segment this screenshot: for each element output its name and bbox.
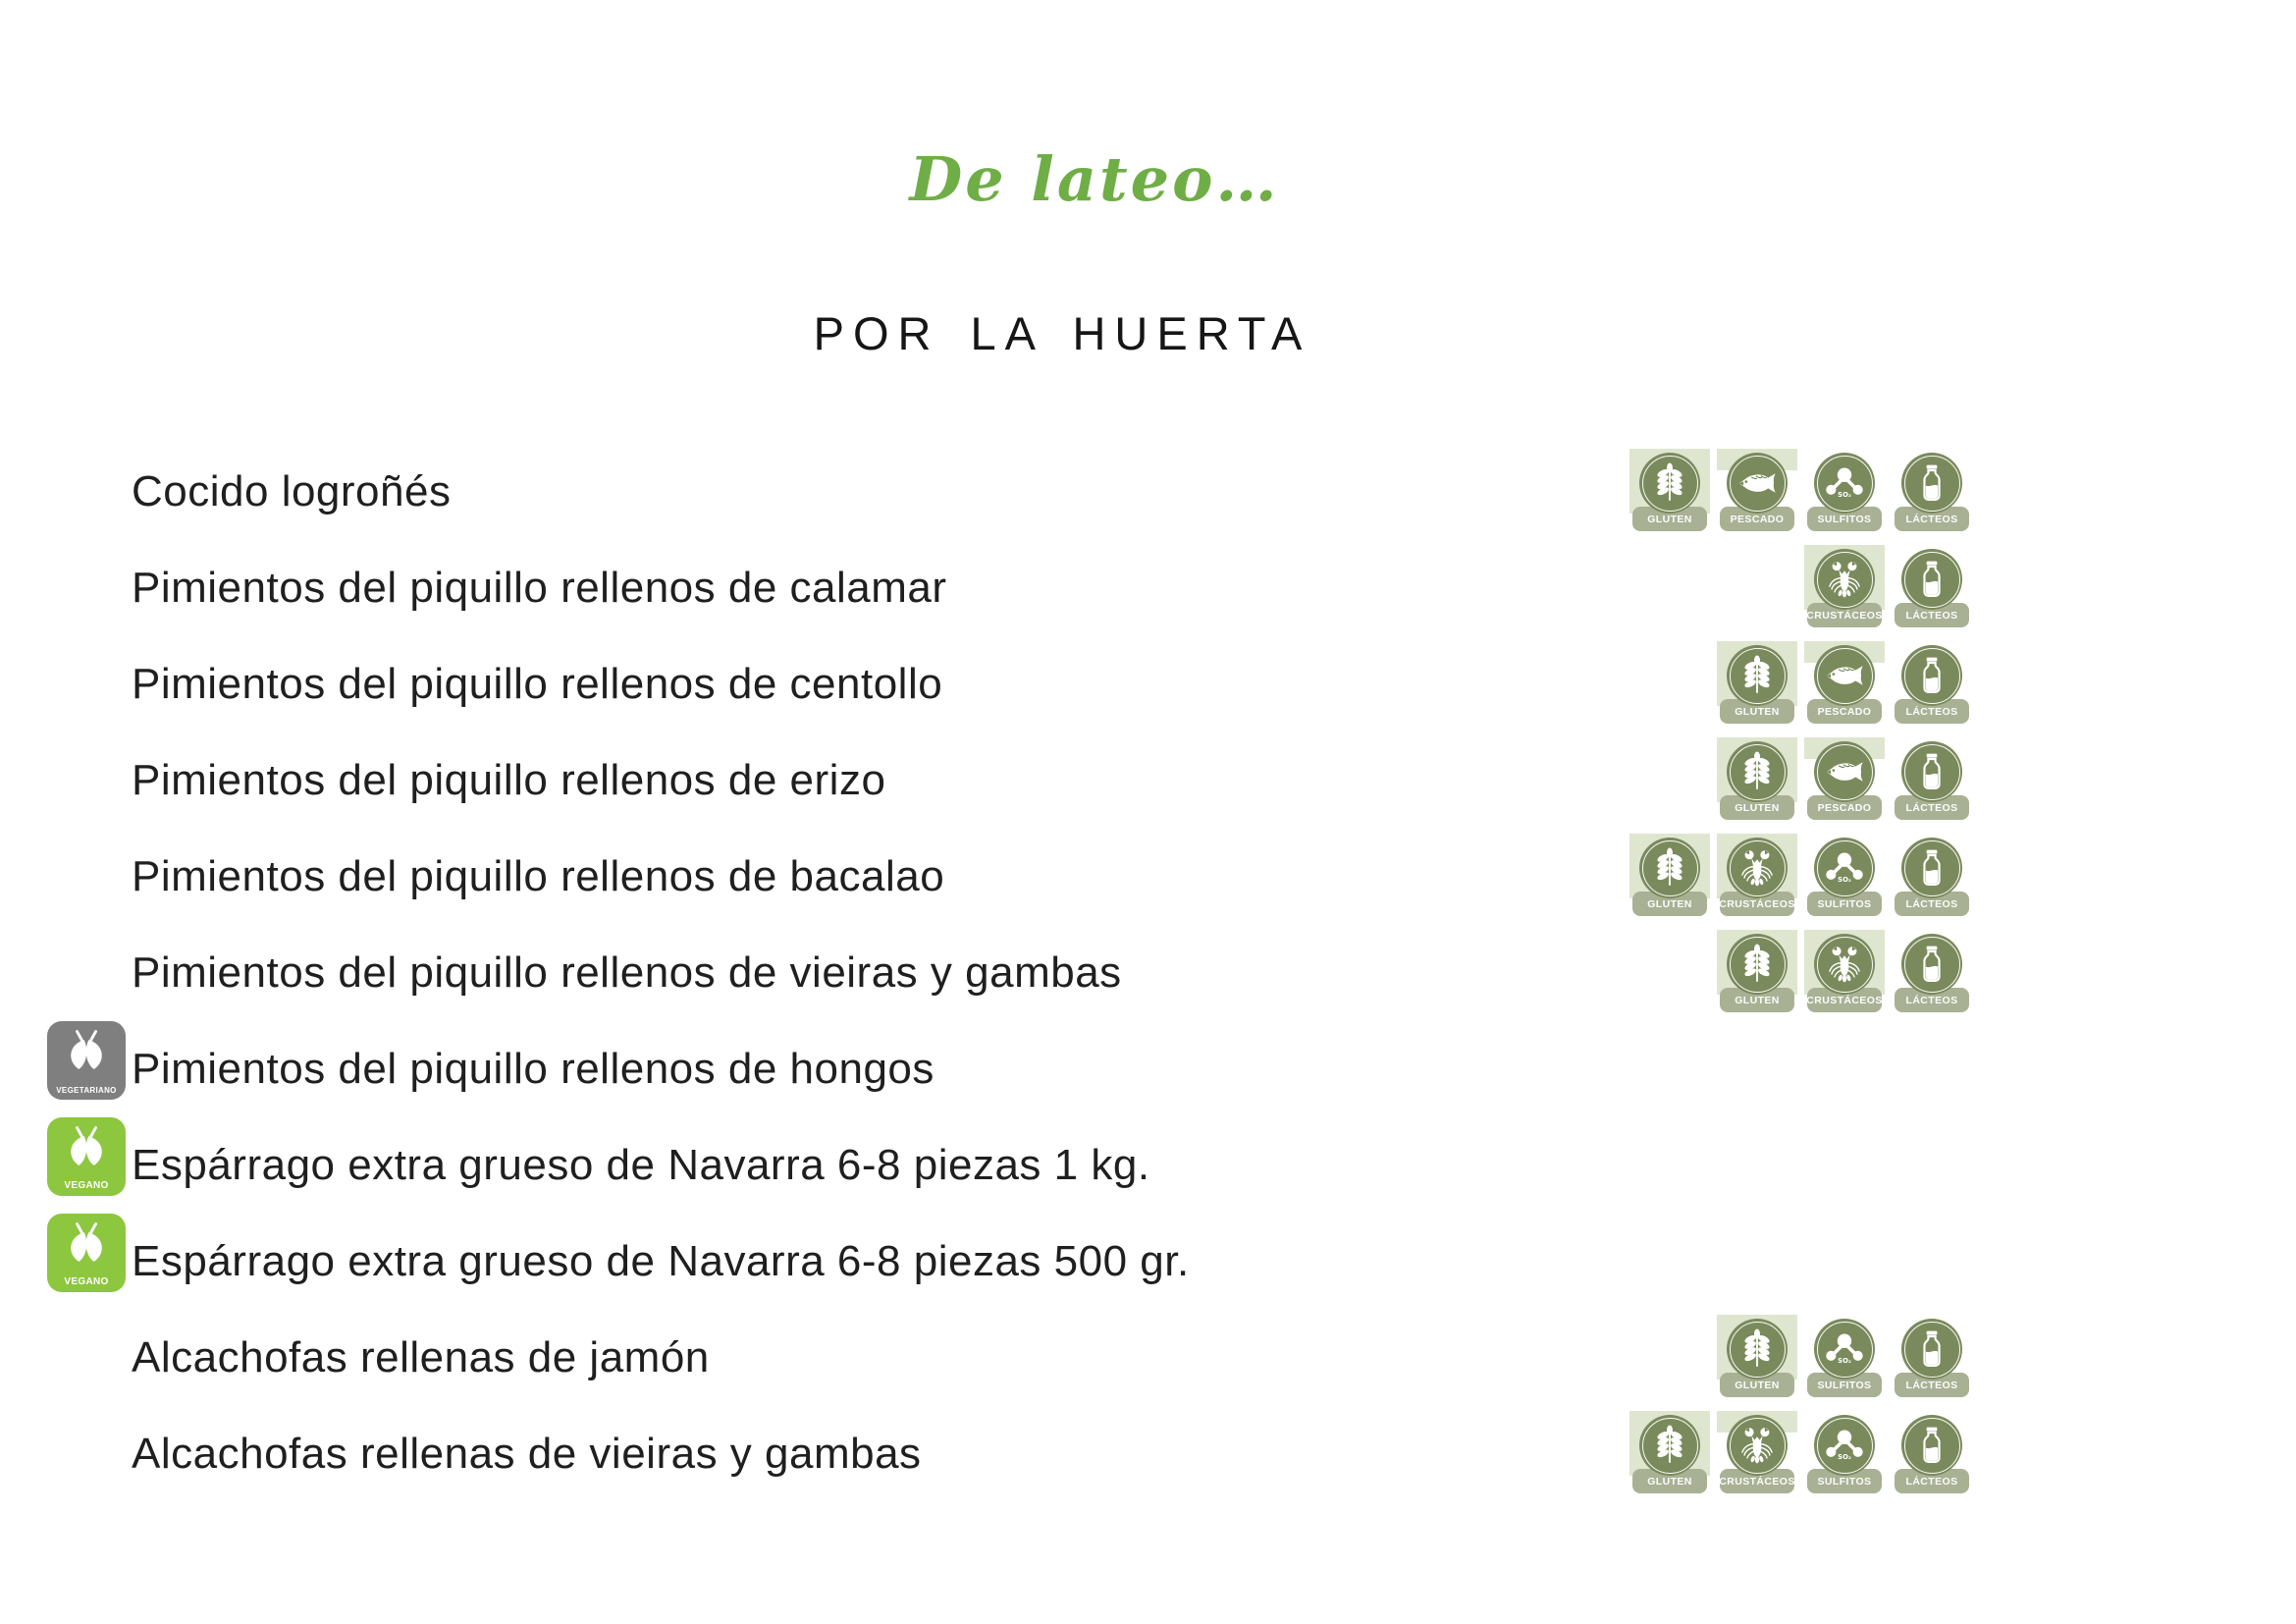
diet-badge-slot [47, 1231, 132, 1292]
menu-list [47, 444, 1969, 1502]
wheat-icon [1735, 1326, 1780, 1372]
menu-item-name: Pimientos del piquillo rellenos de centollo [132, 660, 943, 708]
allergen-sulfitos-icon [1807, 1319, 1882, 1397]
allergen-label: LÁCTEOS [1895, 892, 1969, 916]
wheat-icon [1647, 845, 1692, 891]
menu-item-name: Pimientos del piquillo rellenos de erizo [132, 756, 886, 804]
allergen-lacteos-icon [1895, 838, 1969, 916]
allergen-gluten-icon [1632, 838, 1707, 916]
allergen-circle [1901, 934, 1962, 995]
allergen-group [1720, 934, 1969, 1012]
vegano-badge [47, 1214, 126, 1292]
allergen-label: CRUSTÁCEOS [1720, 892, 1794, 916]
allergen-circle [1901, 838, 1962, 898]
menu-row [47, 1406, 1969, 1502]
allergen-label: GLUTEN [1632, 1469, 1707, 1493]
allergen-circle [1814, 549, 1875, 610]
sulfites-molecule-icon [1822, 1423, 1867, 1468]
allergen-circle [1727, 741, 1788, 802]
allergen-gluten-icon [1720, 1319, 1794, 1397]
allergen-circle [1727, 1415, 1788, 1476]
milk-bottle-icon [1909, 845, 1954, 891]
allergen-circle [1727, 1319, 1788, 1380]
allergen-crustaceos-icon [1720, 838, 1794, 916]
allergen-group [1720, 645, 1969, 724]
allergen-pescado-icon [1720, 453, 1794, 531]
diet-badge-label: VEGETARIANO [56, 1086, 117, 1095]
allergen-label: GLUTEN [1720, 988, 1794, 1012]
menu-item-name: Alcachofas rellenas de jamón [132, 1333, 710, 1381]
allergen-circle [1901, 453, 1962, 514]
fish-icon [1822, 653, 1867, 698]
allergen-sulfitos-icon [1807, 1415, 1882, 1493]
allergen-sulfitos-icon [1807, 453, 1882, 531]
allergen-label: SULFITOS [1807, 1469, 1882, 1493]
allergen-label: SULFITOS [1807, 892, 1882, 916]
diet-badge-label: VEGANO [64, 1180, 109, 1191]
allergen-lacteos-icon [1895, 1415, 1969, 1493]
allergen-circle [1727, 453, 1788, 514]
section-heading: POR LA HUERTA [813, 307, 1311, 359]
allergen-label: LÁCTEOS [1895, 988, 1969, 1012]
allergen-label: PESCADO [1807, 699, 1882, 724]
allergen-circle [1814, 1415, 1875, 1476]
milk-bottle-icon [1909, 942, 1954, 987]
allergen-label: GLUTEN [1720, 1373, 1794, 1397]
allergen-label: SULFITOS [1807, 1373, 1882, 1397]
allergen-circle [1639, 838, 1700, 898]
allergen-circle [1727, 934, 1788, 995]
sulfites-molecule-icon [1822, 460, 1867, 506]
allergen-group [1632, 838, 1969, 916]
wheat-icon [1735, 942, 1780, 987]
allergen-label: PESCADO [1720, 507, 1794, 531]
allergen-label: GLUTEN [1720, 795, 1794, 820]
svg-text:SO₂: SO₂ [1838, 1357, 1851, 1366]
allergen-circle [1639, 1415, 1700, 1476]
svg-text:SO₂: SO₂ [1838, 876, 1851, 885]
diet-badge-slot [47, 1135, 132, 1196]
page-title: De lateo… [909, 143, 1280, 215]
milk-bottle-icon [1909, 1326, 1954, 1372]
allergen-circle [1814, 645, 1875, 706]
lobster-icon [1822, 557, 1867, 602]
diet-badge-slot [47, 1039, 132, 1100]
menu-item-name: Pimientos del piquillo rellenos de calamar [132, 564, 947, 612]
wheat-icon [1735, 653, 1780, 698]
sulfites-molecule-icon [1822, 845, 1867, 891]
allergen-group [1632, 1415, 1969, 1493]
milk-bottle-icon [1909, 460, 1954, 506]
allergen-gluten-icon [1632, 1415, 1707, 1493]
allergen-circle [1901, 645, 1962, 706]
allergen-lacteos-icon [1895, 453, 1969, 531]
allergen-group [1807, 549, 1969, 627]
allergen-label: SULFITOS [1807, 507, 1882, 531]
allergen-label: PESCADO [1807, 795, 1882, 820]
allergen-crustaceos-icon [1720, 1415, 1794, 1493]
menu-item-name: Espárrago extra grueso de Navarra 6-8 piezas 1 kg. [132, 1141, 1150, 1189]
svg-text:SO₂: SO₂ [1838, 491, 1851, 500]
allergen-label: LÁCTEOS [1895, 1373, 1969, 1397]
vegano-badge [47, 1117, 126, 1196]
leaves-icon [55, 1118, 118, 1175]
allergen-label: LÁCTEOS [1895, 603, 1969, 627]
svg-text:SO₂: SO₂ [1838, 1453, 1851, 1462]
milk-bottle-icon [1909, 1423, 1954, 1468]
allergen-label: LÁCTEOS [1895, 507, 1969, 531]
allergen-circle [1814, 1319, 1875, 1380]
allergen-label: GLUTEN [1720, 699, 1794, 724]
allergen-circle [1814, 453, 1875, 514]
milk-bottle-icon [1909, 557, 1954, 602]
menu-row [47, 1310, 1969, 1406]
fish-icon [1822, 749, 1867, 794]
leaves-icon [55, 1215, 118, 1272]
allergen-label: LÁCTEOS [1895, 1469, 1969, 1493]
allergen-gluten-icon [1632, 453, 1707, 531]
menu-row [47, 1214, 1969, 1310]
allergen-lacteos-icon [1895, 934, 1969, 1012]
diet-badge-label: VEGANO [64, 1276, 109, 1287]
leaves-icon [55, 1022, 118, 1079]
lobster-icon [1735, 1423, 1780, 1468]
menu-item-name: Espárrago extra grueso de Navarra 6-8 piezas 500 gr. [132, 1237, 1190, 1285]
allergen-circle [1639, 453, 1700, 514]
allergen-group [1720, 1319, 1969, 1397]
menu-row [47, 540, 1969, 636]
allergen-crustaceos-icon [1807, 549, 1882, 627]
sulfites-molecule-icon [1822, 1326, 1867, 1372]
menu-row [47, 444, 1969, 540]
allergen-label: CRUSTÁCEOS [1720, 1469, 1794, 1493]
allergen-pescado-icon [1807, 741, 1882, 820]
allergen-lacteos-icon [1895, 741, 1969, 820]
menu-item-name: Pimientos del piquillo rellenos de bacalao [132, 852, 945, 900]
allergen-circle [1727, 645, 1788, 706]
vegetariano-badge [47, 1021, 126, 1100]
allergen-circle [1901, 1319, 1962, 1380]
allergen-circle [1901, 1415, 1962, 1476]
menu-row [47, 829, 1969, 925]
allergen-group [1720, 741, 1969, 820]
allergen-label: GLUTEN [1632, 507, 1707, 531]
allergen-pescado-icon [1807, 645, 1882, 724]
allergen-crustaceos-icon [1807, 934, 1882, 1012]
wheat-icon [1647, 460, 1692, 506]
allergen-label: CRUSTÁCEOS [1807, 603, 1882, 627]
allergen-sulfitos-icon [1807, 838, 1882, 916]
allergen-label: LÁCTEOS [1895, 795, 1969, 820]
menu-item-name: Alcachofas rellenas de vieiras y gambas [132, 1430, 922, 1478]
menu-row [47, 732, 1969, 829]
allergen-label: GLUTEN [1632, 892, 1707, 916]
allergen-circle [1814, 934, 1875, 995]
lobster-icon [1822, 942, 1867, 987]
wheat-icon [1647, 1423, 1692, 1468]
menu-item-name: Pimientos del piquillo rellenos de vieiras y gambas [132, 948, 1122, 997]
allergen-circle [1727, 838, 1788, 898]
milk-bottle-icon [1909, 653, 1954, 698]
allergen-lacteos-icon [1895, 549, 1969, 627]
allergen-circle [1901, 549, 1962, 610]
milk-bottle-icon [1909, 749, 1954, 794]
menu-row [47, 636, 1969, 732]
allergen-circle [1814, 741, 1875, 802]
allergen-label: LÁCTEOS [1895, 699, 1969, 724]
allergen-label: CRUSTÁCEOS [1807, 988, 1882, 1012]
menu-row [47, 925, 1969, 1021]
menu-row [47, 1021, 1969, 1117]
allergen-gluten-icon [1720, 934, 1794, 1012]
wheat-icon [1735, 749, 1780, 794]
allergen-gluten-icon [1720, 645, 1794, 724]
menu-item-name: Cocido logroñés [132, 467, 452, 515]
menu-item-name: Pimientos del piquillo rellenos de hongos [132, 1045, 934, 1093]
allergen-lacteos-icon [1895, 1319, 1969, 1397]
allergen-group [1632, 453, 1969, 531]
menu-row [47, 1117, 1969, 1214]
allergen-lacteos-icon [1895, 645, 1969, 724]
allergen-circle [1901, 741, 1962, 802]
fish-icon [1735, 460, 1780, 506]
allergen-circle [1814, 838, 1875, 898]
allergen-gluten-icon [1720, 741, 1794, 820]
lobster-icon [1735, 845, 1780, 891]
